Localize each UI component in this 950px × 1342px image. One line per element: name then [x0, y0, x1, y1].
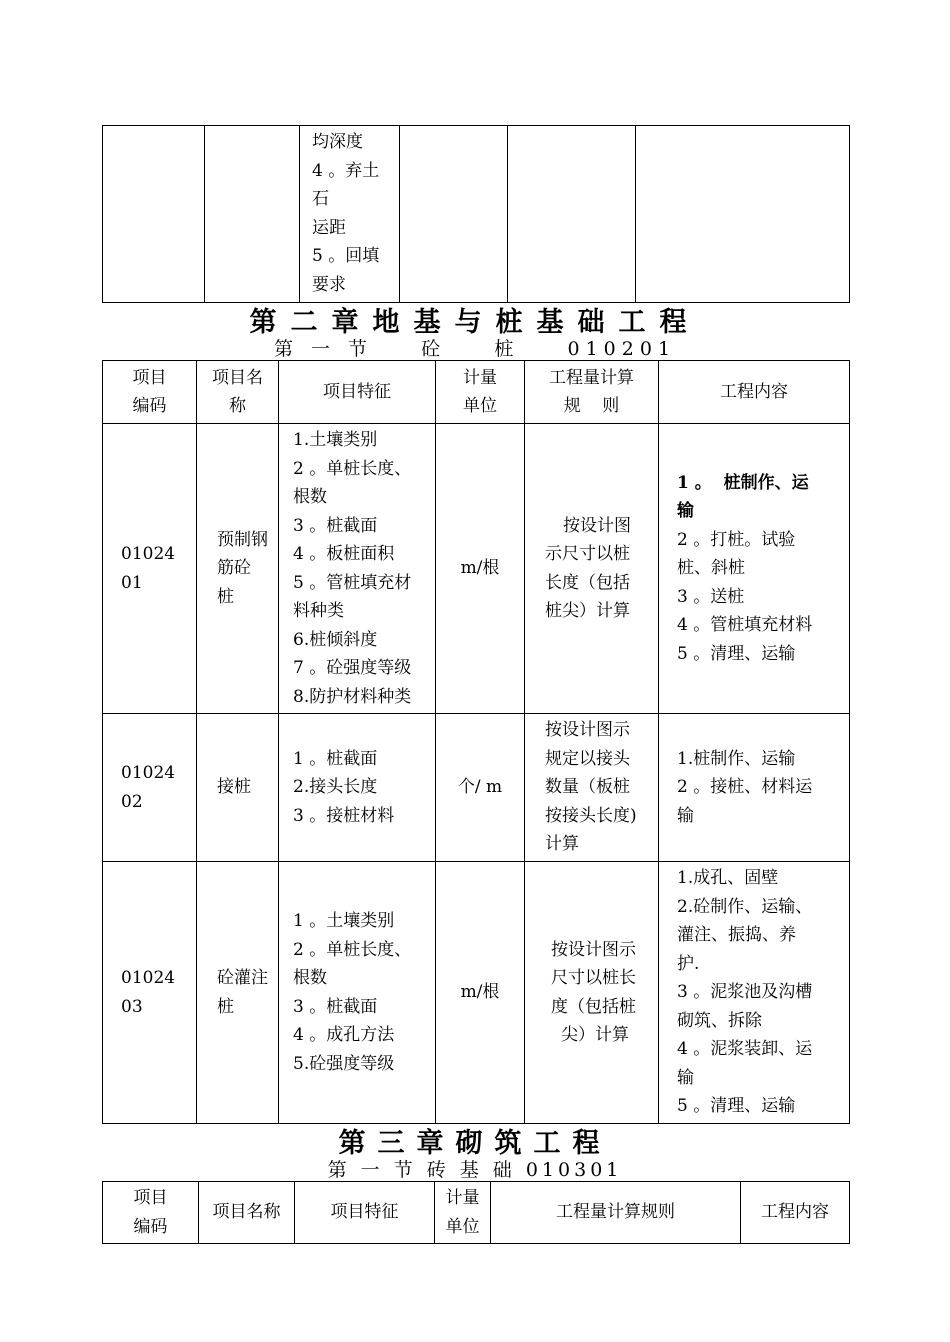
table-header-row	[103, 1182, 850, 1244]
text-line: 砼灌注	[217, 968, 268, 988]
cell-rule	[525, 424, 659, 714]
text-line: 计算	[545, 834, 579, 855]
text-line: 按接头长度)	[545, 805, 637, 826]
text-line: 2 。单桩长度、	[293, 939, 412, 960]
text-line: 桩	[217, 996, 234, 1017]
text-line: 桩、斜桩	[677, 558, 745, 579]
text-line: 1.成孔、固壁	[677, 868, 779, 889]
text-line: 4 。管桩填充材料	[677, 615, 813, 636]
cell-name	[197, 714, 279, 862]
text-line: 1.桩制作、运输	[677, 748, 796, 769]
header-content: 工程内容	[659, 361, 850, 424]
cell-name	[197, 424, 279, 714]
top-cell-4	[400, 126, 508, 303]
text-line: 01024	[121, 968, 176, 988]
section-title: 第 一 节 砼 桩 010201	[273, 338, 677, 360]
text-line: 度（包括桩	[551, 996, 636, 1017]
header-text: 单位	[445, 1216, 480, 1237]
text-line: 砌筑、拆除	[677, 1010, 762, 1031]
text-line: 按设计图示	[545, 720, 630, 741]
text-line: 5.砼强度等级	[293, 1053, 395, 1074]
text-line: 01024	[121, 544, 176, 564]
cell-unit: m/根	[436, 862, 525, 1124]
cell-rule	[525, 714, 659, 862]
text-line: 均深度	[312, 132, 363, 152]
header-rule: 工程量计算规则	[491, 1182, 741, 1244]
header-feature: 项目特征	[279, 361, 436, 424]
text-line: 运距	[312, 217, 346, 238]
text-line: 料种类	[293, 601, 344, 621]
header-text: 单位	[463, 396, 497, 416]
top-cell-1	[103, 126, 205, 303]
text-line: 输	[677, 805, 694, 826]
top-cell-2	[205, 126, 300, 303]
header-unit	[436, 361, 525, 424]
text-line: 2 。单桩长度、	[293, 458, 412, 479]
cell-code	[103, 862, 197, 1124]
text-line: 5 。回填	[312, 246, 380, 266]
cell-content	[659, 862, 850, 1124]
header-feature: 项目特征	[295, 1182, 435, 1244]
cell-features	[279, 714, 436, 862]
cell-unit: 个/ m	[436, 714, 525, 862]
text-line: 要求	[312, 274, 346, 295]
header-name: 项目名称	[199, 1182, 295, 1244]
header-code	[103, 1182, 199, 1244]
text-line: 根数	[293, 487, 327, 507]
text-line: 1 。桩截面	[293, 748, 378, 769]
text-line: 根数	[293, 968, 327, 988]
header-rule	[525, 361, 659, 424]
text-line: 01	[121, 572, 143, 593]
text-line: 按设计图示	[551, 939, 636, 960]
text-line: 筋砼	[217, 558, 251, 579]
text-line: 尺寸以桩长	[551, 968, 636, 988]
text-line: 5 。管桩填充材	[293, 572, 412, 593]
header-text: 编码	[132, 396, 167, 416]
section-title: 第 一 节 砖 基 础 010301	[327, 1159, 623, 1181]
chapter-title: 第三章砌筑工程	[338, 1128, 612, 1159]
cell-rule	[525, 862, 659, 1124]
text-line: 3 。接桩材料	[293, 805, 395, 826]
text-line: 4 。板桩面积	[293, 544, 395, 564]
text-line: 预制钢	[217, 529, 268, 550]
table-row	[103, 424, 850, 714]
text-line: 3 。桩截面	[293, 515, 378, 536]
text-line: 护.	[677, 953, 700, 974]
header-text: 编码	[133, 1216, 168, 1237]
text-line: 灌注、振捣、养	[677, 925, 796, 946]
header-content: 工程内容	[741, 1182, 850, 1244]
table-row	[103, 862, 850, 1124]
text-line: 5 。清理、运输	[677, 1096, 796, 1117]
text-line: 3 。桩截面	[293, 996, 378, 1017]
text-line: 示尺寸以桩	[545, 544, 630, 564]
cell-features	[279, 424, 436, 714]
text-line: 4 。弃土	[312, 160, 380, 181]
text-line: 石	[312, 189, 329, 209]
header-text: 称	[229, 396, 246, 416]
cell-code	[103, 424, 197, 714]
header-text: 工程量计算	[549, 367, 634, 388]
cell-code	[103, 714, 197, 862]
text-line: 长度（包括	[545, 572, 630, 593]
cell-content	[659, 714, 850, 862]
cell-name	[197, 862, 279, 1124]
table-header-row	[103, 361, 850, 424]
text-line: 桩尖）计算	[545, 601, 630, 621]
pile-table	[102, 360, 850, 1124]
header-name	[197, 361, 279, 424]
text-line: 3 。送桩	[677, 586, 745, 607]
top-cell-5	[508, 126, 636, 303]
header-code	[103, 361, 197, 424]
cell-features	[279, 862, 436, 1124]
header-unit	[435, 1182, 491, 1244]
text-line: 4 。泥浆装卸、运	[677, 1039, 813, 1060]
text-line: 02	[121, 791, 143, 812]
text-line: 2.砼制作、运输、	[677, 896, 813, 917]
top-table	[102, 125, 850, 303]
text-line: 规定以接头	[545, 748, 630, 769]
text-line: 6.桩倾斜度	[293, 629, 378, 650]
header-text: 项目	[133, 1188, 168, 1208]
header-text: 项目	[132, 367, 167, 388]
text-line: 8.防护材料种类	[293, 686, 412, 707]
header-text: 规 则	[563, 396, 620, 416]
text-line: 01024	[121, 763, 176, 783]
cell-unit: m/根	[436, 424, 525, 714]
text-line: 5 。清理、运输	[677, 643, 796, 664]
text-line: 1 。 桩制作、运	[677, 472, 809, 493]
text-line: 尖）计算	[561, 1025, 629, 1045]
text-line: 2 。打桩。试验	[677, 529, 796, 550]
header-text: 计量	[463, 367, 497, 388]
table-row	[103, 714, 850, 862]
text-line: 输	[677, 1067, 694, 1088]
text-line: 4 。成孔方法	[293, 1025, 395, 1045]
text-line: 2 。接桩、材料运	[677, 777, 813, 798]
text-line: 按设计图	[563, 515, 631, 536]
top-cell-3	[300, 126, 400, 303]
text-line: 2.接头长度	[293, 777, 378, 798]
text-line: 1.土壤类别	[293, 430, 378, 450]
text-line: 桩	[217, 586, 234, 607]
text-line: 03	[121, 996, 143, 1017]
text-line: 1 。土壤类别	[293, 911, 395, 931]
brick-table	[102, 1181, 850, 1244]
cell-content	[659, 424, 850, 714]
top-cell-6	[636, 126, 850, 303]
header-text: 项目名	[212, 367, 263, 388]
text-line: 7 。砼强度等级	[293, 658, 412, 678]
chapter-title: 第二章地基与桩基础工程	[249, 307, 701, 338]
header-text: 计量	[445, 1188, 480, 1208]
text-line: 3 。泥浆池及沟槽	[677, 982, 813, 1003]
text-line: 数量（板桩	[545, 777, 630, 798]
text-line: 输	[677, 501, 694, 522]
text-line: 接桩	[217, 777, 251, 798]
